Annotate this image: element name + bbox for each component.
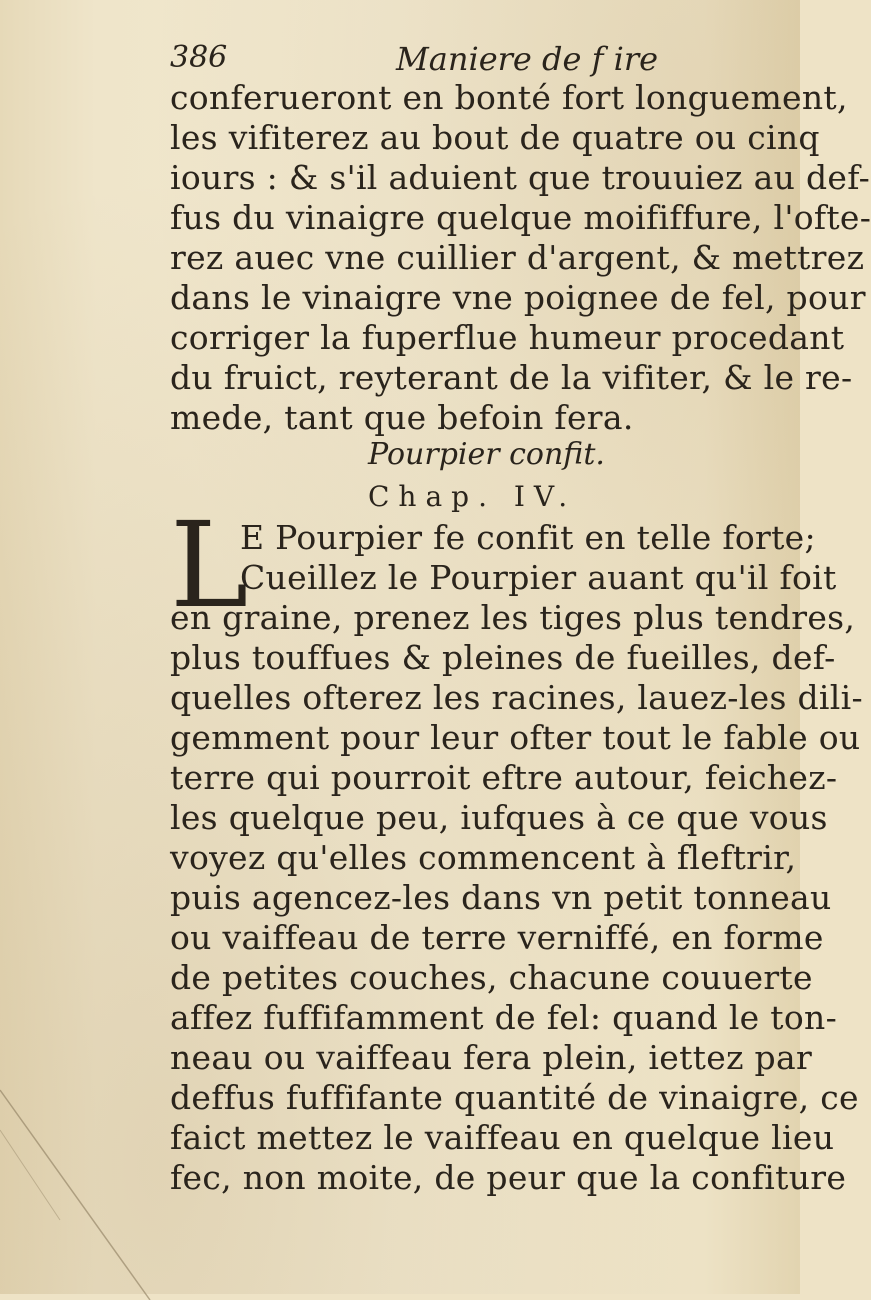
text-line: plus touffues & pleines de fueilles, def- xyxy=(170,638,836,677)
text-line: neau ou vaiffeau fera plein, iettez par xyxy=(170,1038,813,1077)
text-line: fus du vinaigre quelque moififfure, l'ofte- xyxy=(170,198,871,237)
text-line: deffus fuffifante quantité de vinaigre, ce xyxy=(170,1078,859,1117)
text-line: les quelque peu, iufques à ce que vous xyxy=(170,798,828,837)
text-line: puis agencez-les dans vn petit tonneau xyxy=(170,878,832,917)
page-number: 386 xyxy=(170,40,228,75)
text-line: E Pourpier fe confit en telle forte; xyxy=(240,518,816,557)
text-line: fec, non moite, de peur que la confiture xyxy=(170,1158,847,1197)
text-line: affez fuffifamment de fel: quand le ton- xyxy=(170,998,838,1037)
text-line: gemment pour leur ofter tout le fable ou xyxy=(170,718,861,757)
text-line: en graine, prenez les tiges plus tendres, xyxy=(170,598,856,637)
text-line: conferueront en bonté fort longuement, xyxy=(170,78,848,117)
running-head: Maniere de f ire xyxy=(396,40,659,78)
text-line: iours : & s'il aduient que trouuiez au def- xyxy=(170,158,871,197)
text-line: voyez qu'elles commencent à fleftrir, xyxy=(170,838,797,877)
chapter-heading: Chap. IV. xyxy=(368,480,577,513)
text-line: du fruict, reyterant de la vifiter, & le re- xyxy=(170,358,853,397)
text-line: Cueillez le Pourpier auant qu'il foit xyxy=(240,558,837,597)
page-fold-shadow xyxy=(0,1090,160,1300)
text-line: corriger la fuperflue humeur procedant xyxy=(170,318,845,357)
drop-cap: L xyxy=(170,496,249,634)
text-line: faict mettez le vaiffeau en quelque lieu xyxy=(170,1118,835,1157)
text-line: les vifiterez au bout de quatre ou cinq xyxy=(170,118,820,157)
text-line: terre qui pourroit eftre autour, feichez- xyxy=(170,758,838,797)
text-line: ou vaiffeau de terre verniffé, en forme xyxy=(170,918,824,957)
section-title: Pourpier confit. xyxy=(368,437,605,472)
text-line: rez auec vne cuillier d'argent, & mettrez xyxy=(170,238,865,277)
text-line: quelles ofterez les racines, lauez-les dili- xyxy=(170,678,863,717)
text-line: dans le vinaigre vne poignee de fel, pour xyxy=(170,278,866,317)
text-line: de petites couches, chacune couuerte xyxy=(170,958,813,997)
text-line: mede, tant que befoin fera. xyxy=(170,398,634,437)
